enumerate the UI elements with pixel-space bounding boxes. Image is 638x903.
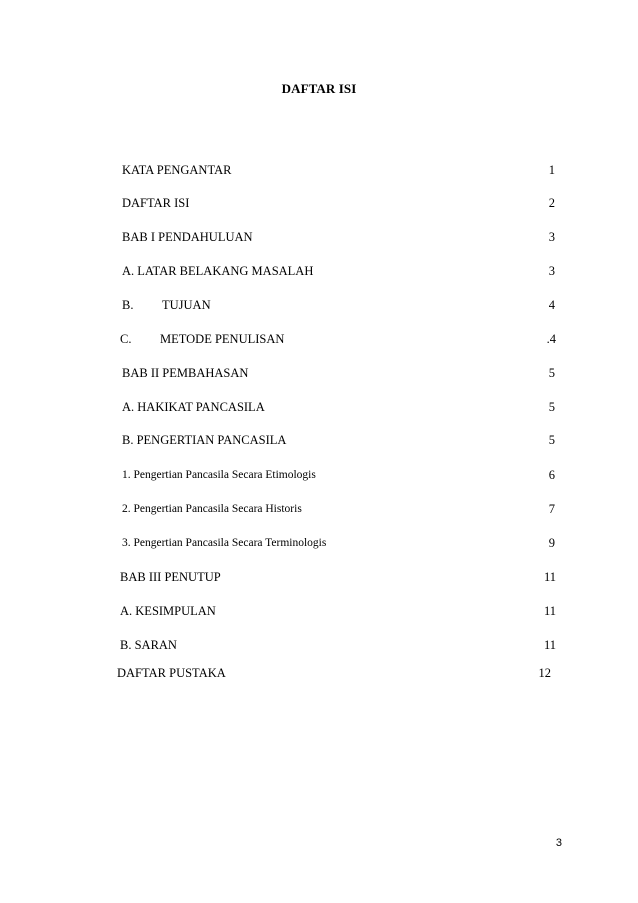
toc-entry-etimologis: 1. Pengertian Pancasila Secara Etimologis	[122, 469, 316, 481]
toc-entry-daftar-pustaka: DAFTAR PUSTAKA	[117, 666, 226, 680]
toc-entry-prefix: C.	[120, 332, 132, 346]
toc-entry-latar-belakang: A. LATAR BELAKANG MASALAH	[122, 264, 314, 278]
toc-page-bab-ii: 5	[548, 366, 555, 380]
toc-page-daftar-pustaka: 12	[538, 666, 551, 680]
toc-entry-label: TUJUAN	[162, 298, 211, 312]
toc-entry-pengertian: B. PENGERTIAN PANCASILA	[122, 433, 287, 447]
toc-entry-hakikat: A. HAKIKAT PANCASILA	[122, 400, 265, 414]
footer-page-number: 3	[555, 837, 562, 849]
toc-page-terminologis: 9	[548, 536, 555, 550]
toc-page-historis: 7	[548, 502, 555, 516]
toc-entry-label: METODE PENULISAN	[160, 332, 285, 346]
toc-entry-bab-iii: BAB III PENUTUP	[120, 570, 221, 584]
toc-page-daftar-isi: 2	[548, 196, 555, 210]
toc-entry-metode	[120, 331, 284, 347]
toc-page-hakikat: 5	[548, 400, 555, 414]
toc-page-pengertian: 5	[548, 433, 555, 447]
page-title: DAFTAR ISI	[281, 81, 357, 96]
toc-entry-prefix: B.	[122, 298, 134, 312]
toc-page-saran: 11	[543, 638, 556, 652]
toc-entry-kesimpulan: A. KESIMPULAN	[120, 604, 216, 618]
toc-page-kesimpulan: 11	[543, 604, 556, 618]
toc-entry-terminologis: 3. Pengertian Pancasila Secara Terminologis	[122, 537, 327, 549]
toc-page-latar-belakang: 3	[548, 264, 555, 278]
toc-page-bab-i: 3	[548, 230, 555, 244]
toc-page-etimologis: 6	[548, 468, 555, 482]
toc-page-metode: .4	[546, 332, 556, 346]
toc-entry-saran: B. SARAN	[120, 638, 177, 652]
toc-entry-daftar-isi: DAFTAR ISI	[122, 196, 190, 210]
toc-entry-bab-ii: BAB II PEMBAHASAN	[122, 366, 249, 380]
toc-page-tujuan: 4	[548, 298, 555, 312]
toc-entry-bab-i: BAB I PENDAHULUAN	[122, 230, 253, 244]
toc-page-kata-pengantar: 1	[548, 163, 555, 177]
toc-entry-historis: 2. Pengertian Pancasila Secara Historis	[122, 503, 302, 515]
toc-entry-kata-pengantar: KATA PENGANTAR	[122, 163, 232, 177]
toc-page-bab-iii: 11	[543, 570, 556, 584]
toc-entry-tujuan	[122, 297, 211, 313]
